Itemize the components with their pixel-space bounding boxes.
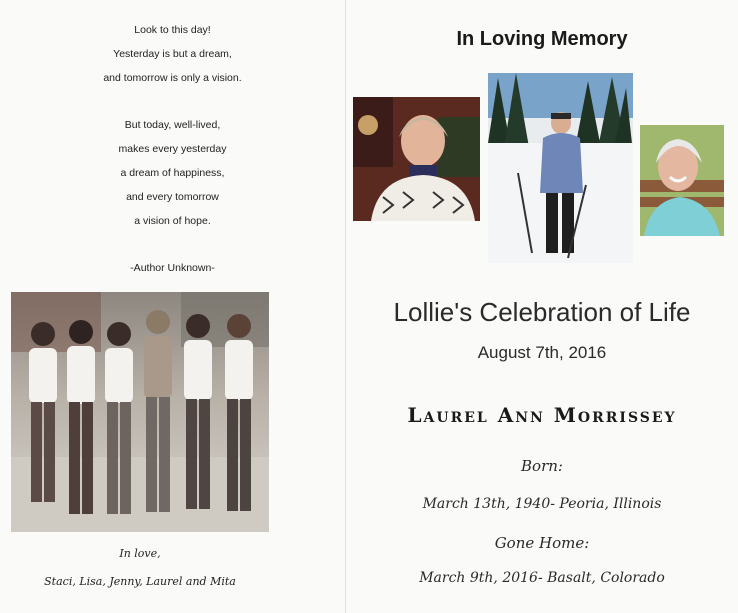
- born-label: Born:: [521, 457, 563, 475]
- right-panel: [346, 0, 738, 613]
- poem-line: But today, well-lived,: [124, 119, 221, 131]
- skiing-photo-image: [488, 73, 633, 263]
- poem-line: Yesterday is but a dream,: [113, 48, 232, 60]
- portrait-photo-image: [353, 97, 480, 221]
- poem-line: Look to this day!: [134, 24, 211, 36]
- group-photo: [11, 292, 269, 532]
- poem-line: a vision of hope.: [134, 215, 211, 227]
- family-names: Staci, Lisa, Jenny, Laurel and Mita: [44, 575, 236, 588]
- smiling-photo: [640, 125, 724, 236]
- event-date: August 7th, 2016: [477, 343, 607, 362]
- celebration-title: Lollie's Celebration of Life: [393, 297, 691, 327]
- poem-line: a dream of happiness,: [120, 167, 225, 179]
- poem-line: and tomorrow is only a vision.: [103, 72, 242, 84]
- memorial-heading: In Loving Memory: [456, 28, 628, 50]
- gone-home-label: Gone Home:: [494, 534, 590, 552]
- full-name: Laurel Ann Morrissey: [407, 403, 677, 427]
- smiling-photo-image: [640, 125, 724, 236]
- poem-credit: -Author Unknown-: [130, 262, 215, 274]
- poem-line: and every tomorrow: [126, 191, 219, 203]
- portrait-photo: [353, 97, 480, 221]
- gone-home-detail: March 9th, 2016- Basalt, Colorado: [419, 570, 665, 586]
- skiing-photo: [488, 73, 633, 263]
- poem-line: makes every yesterday: [118, 143, 227, 155]
- dedication-text: In love,: [119, 547, 161, 560]
- group-photo-image: [11, 292, 269, 532]
- born-detail: March 13th, 1940- Peoria, Illinois: [422, 496, 662, 512]
- left-panel: [0, 0, 345, 613]
